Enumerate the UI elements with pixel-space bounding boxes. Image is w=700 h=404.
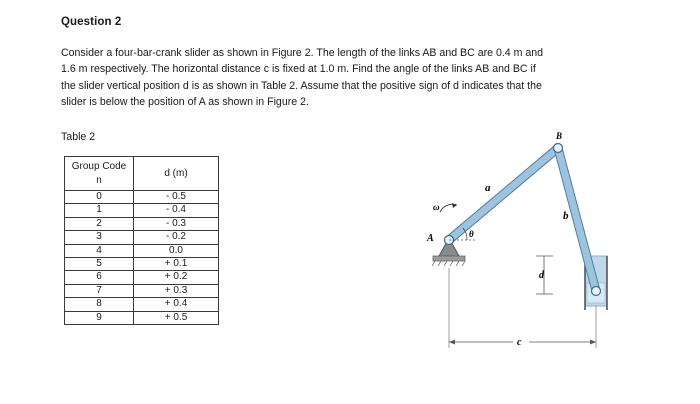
header-n-label: n bbox=[96, 174, 102, 186]
c-arrow-right bbox=[590, 340, 596, 345]
cell-n: 3 bbox=[65, 231, 134, 244]
header-group-label: Group Code bbox=[71, 160, 127, 172]
cell-n: 6 bbox=[65, 271, 134, 284]
ground-hatch bbox=[432, 261, 465, 266]
cell-d: + 0.1 bbox=[134, 258, 219, 271]
cell-d: - 0.2 bbox=[134, 231, 219, 244]
cell-d: - 0.5 bbox=[134, 191, 219, 204]
table-row bbox=[65, 284, 219, 297]
question-line: slider is below the position of A as shown in Figure 2. bbox=[61, 96, 309, 109]
joint-b bbox=[554, 144, 563, 153]
table-row bbox=[65, 191, 219, 204]
table-row bbox=[65, 298, 219, 311]
label-b-point: B bbox=[556, 131, 563, 141]
label-a-link: a bbox=[485, 182, 491, 194]
cell-n: 1 bbox=[65, 204, 134, 217]
table-row bbox=[65, 258, 219, 271]
label-theta: θ bbox=[469, 229, 474, 239]
question-title: Question 2 bbox=[61, 16, 122, 28]
header-d: d (m) bbox=[134, 157, 219, 191]
data-table bbox=[64, 156, 219, 325]
cell-n: 8 bbox=[65, 298, 134, 311]
question-line: the slider vertical position d is as shown in Table 2. Assume that the positive sign of d indicates that the bbox=[61, 79, 542, 92]
table-row bbox=[65, 311, 219, 324]
link-ab bbox=[449, 148, 558, 240]
question-line: 1.6 m respectively. The horizontal distance c is fixed at 1.0 m. Find the angle of the links AB and BC if bbox=[61, 63, 536, 76]
header-group-code bbox=[65, 157, 134, 191]
c-dimension bbox=[449, 268, 596, 348]
cell-d: + 0.3 bbox=[134, 284, 219, 297]
table-row bbox=[65, 204, 219, 217]
table-row bbox=[65, 231, 219, 244]
table-row bbox=[65, 217, 219, 230]
label-omega: ω bbox=[433, 202, 440, 212]
table-caption: Table 2 bbox=[61, 131, 96, 143]
table-row bbox=[65, 244, 219, 257]
cell-d: + 0.4 bbox=[134, 298, 219, 311]
cell-d: + 0.5 bbox=[134, 311, 219, 324]
label-b-link: b bbox=[563, 210, 569, 222]
omega-arrowhead bbox=[452, 203, 457, 208]
label-c: c bbox=[517, 337, 522, 348]
ground-base bbox=[433, 256, 465, 261]
table-row bbox=[65, 271, 219, 284]
question-line: Consider a four-bar-crank slider as shown in Figure 2. The length of the links AB and BC are 0.4 m and bbox=[61, 47, 544, 59]
label-a-point: A bbox=[427, 233, 434, 244]
cell-d: - 0.3 bbox=[134, 217, 219, 230]
question-text bbox=[61, 45, 661, 111]
cell-d: + 0.2 bbox=[134, 271, 219, 284]
mechanism-figure bbox=[415, 128, 615, 358]
label-d: d bbox=[539, 270, 544, 281]
cell-d: - 0.4 bbox=[134, 204, 219, 217]
cell-n: 0 bbox=[65, 191, 134, 204]
cell-n: 9 bbox=[65, 311, 134, 324]
table-header-row bbox=[65, 157, 219, 191]
cell-n: 5 bbox=[65, 258, 134, 271]
cell-n: 7 bbox=[65, 284, 134, 297]
joint-c bbox=[592, 287, 601, 296]
cell-n: 2 bbox=[65, 217, 134, 230]
cell-d: 0.0 bbox=[134, 244, 219, 257]
cell-n: 4 bbox=[65, 244, 134, 257]
c-arrow-left bbox=[449, 340, 455, 345]
